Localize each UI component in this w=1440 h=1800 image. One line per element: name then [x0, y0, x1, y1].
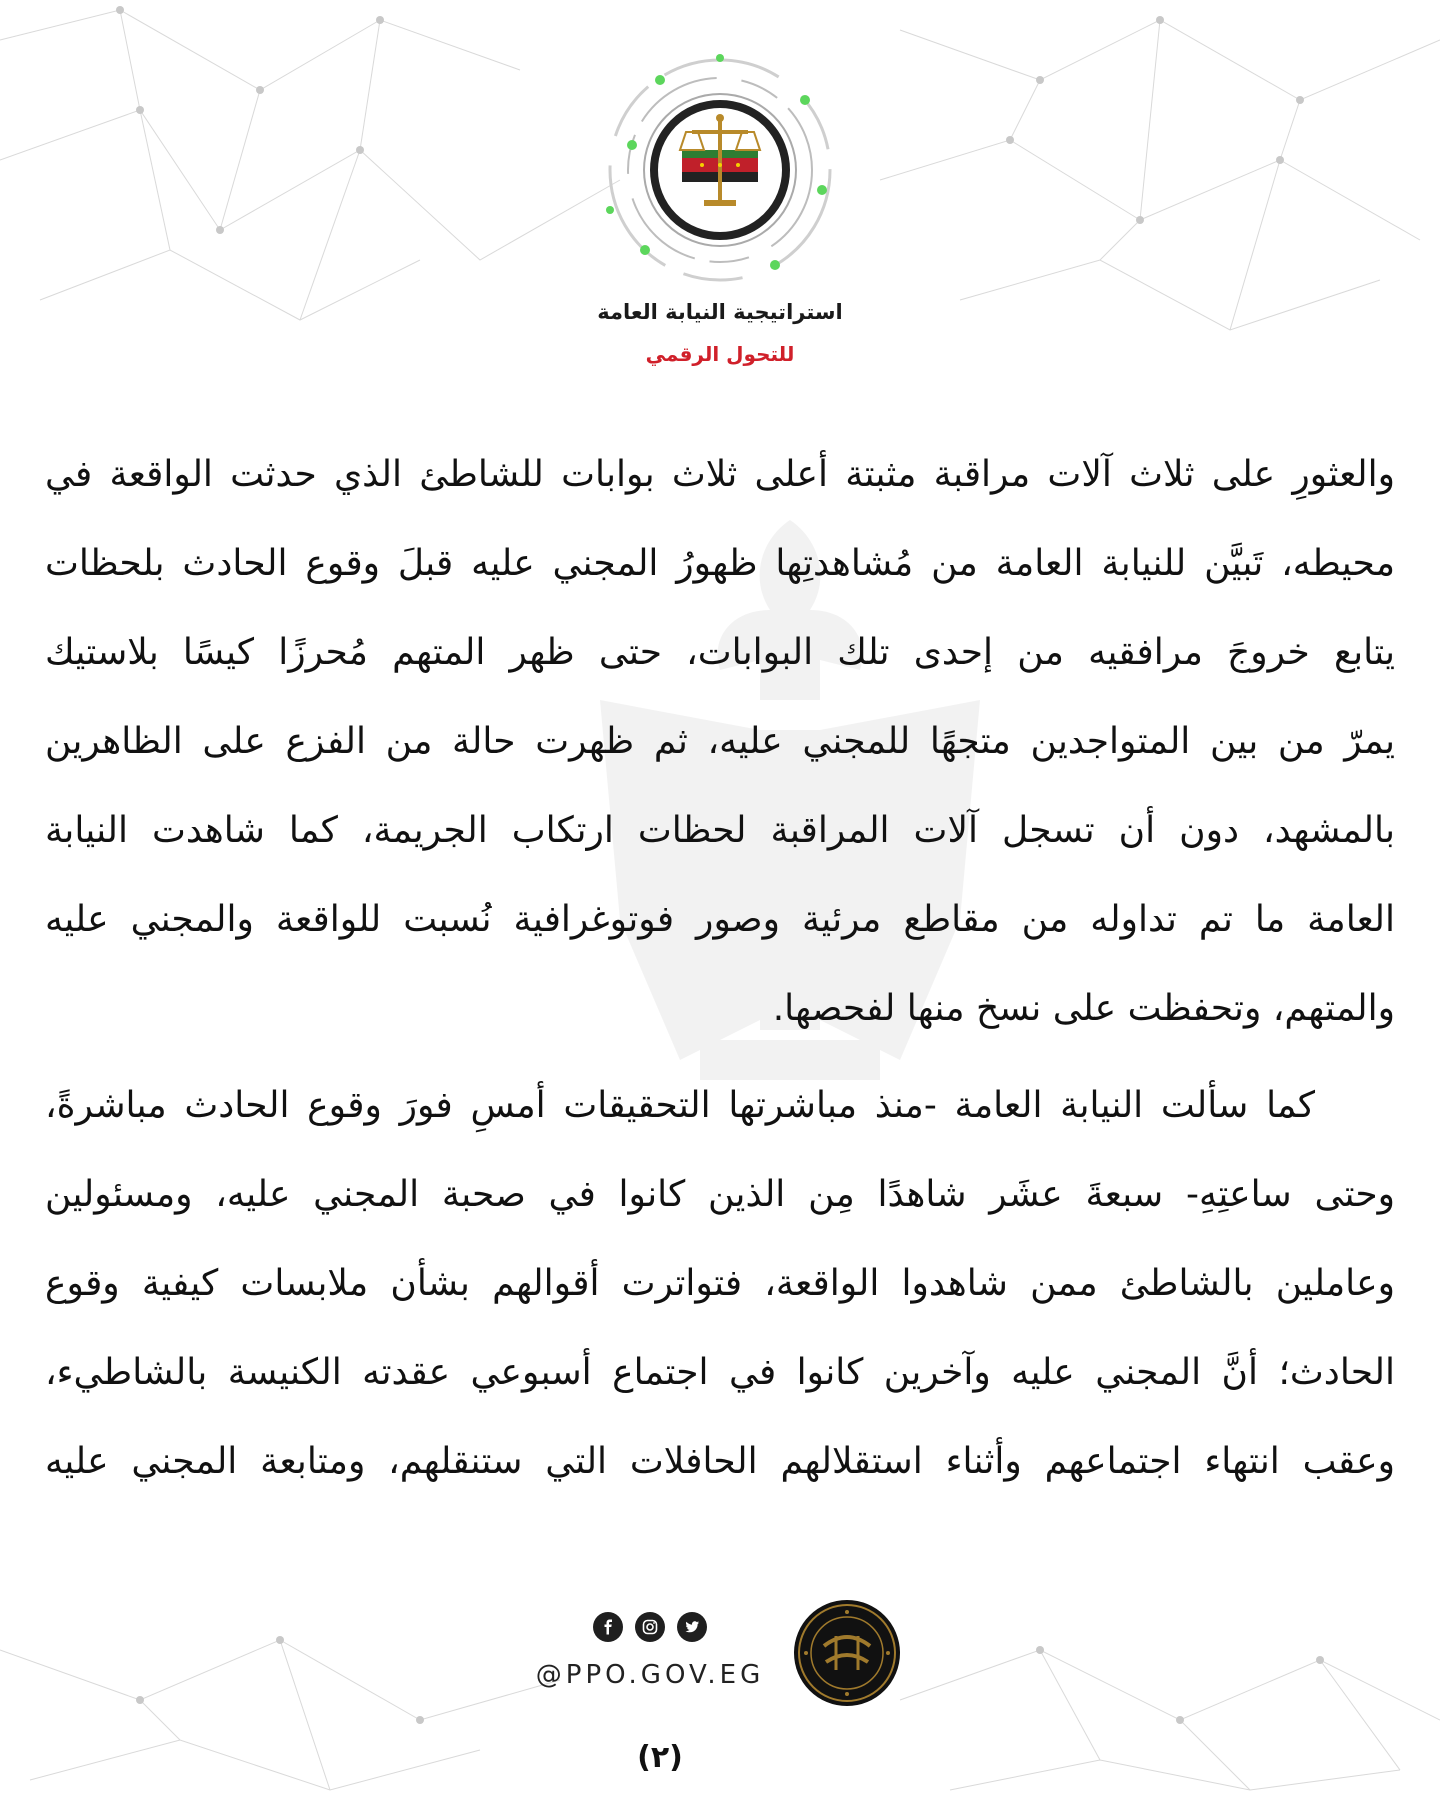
text-line: بالمشهد، دون أن تسجل آلات المراقبة لحظات ارتكاب الجريمة، كما شاهدت النيابة — [45, 810, 1395, 851]
text-line: وعاملين بالشاطئ ممن شاهدوا الواقعة، فتواترت أقوالهم بشأن ملابسات كيفية وقوع — [45, 1263, 1395, 1304]
strategy-title: استراتيجية النيابة العامة — [597, 300, 843, 324]
paragraph-2 — [45, 1061, 1395, 1506]
text-line: والعثورِ على ثلاث آلات مراقبة مثبتة أعلى ثلاث بوابات للشاطئ الذي حدثت الواقعة في — [45, 454, 1395, 495]
paragraph-1 — [45, 430, 1395, 1053]
instagram-icon[interactable] — [635, 1612, 665, 1642]
text-line: العامة ما تم تداوله من مقاطع مرئية وصور فوتوغرافية نُسبت للواقعة والمجني عليه — [45, 899, 1395, 940]
social-icons — [580, 1612, 720, 1648]
text-line: كما سألت النيابة العامة -منذ مباشرتها التحقيقات أمسِ فورَ وقوع الحادث مباشرةً، — [45, 1085, 1315, 1126]
twitter-icon[interactable] — [677, 1612, 707, 1642]
statement-body — [45, 430, 1395, 1506]
text-line: الحادث؛ أنَّ المجني عليه وآخرين كانوا في اجتماع أسبوعي عقدته الكنيسة بالشاطيء، — [45, 1352, 1395, 1393]
facebook-icon[interactable] — [593, 1612, 623, 1642]
page-number: (٢) — [637, 1740, 683, 1775]
text-line: يتابع خروجَ مرافقيه من إحدى تلك البوابات، حتى ظهر المتهم مُحرزًا كيسًا بلاستيك — [45, 632, 1395, 673]
text-line: وحتى ساعتِهِ- سبعةَ عشَر شاهدًا مِن الذين كانوا في صحبة المجني عليه، ومسئولين — [45, 1174, 1395, 1215]
text-line: يمرّ من بين المتواجدين متجهًا للمجني عليه، ثم ظهرت حالة من الفزع على الظاهرين — [45, 721, 1395, 762]
website-handle[interactable]: @PPO.GOV.EG — [535, 1660, 765, 1690]
digital-strategy-logo — [600, 50, 840, 290]
public-prosecution-seal-icon — [792, 1598, 902, 1708]
text-line: وعقب انتهاء اجتماعهم وأثناء استقلالهم الحافلات التي ستنقلهم، ومتابعة المجني عليه — [45, 1441, 1395, 1482]
text-line: والمتهم، وتحفظت على نسخ منها لفحصها. — [772, 988, 1395, 1029]
text-line: محيطه، تَبيَّن للنيابة العامة من مُشاهدتِها ظهورُ المجني عليه قبلَ وقوع الحادث بلحظات — [45, 543, 1395, 584]
strategy-subtitle: للتحول الرقمي — [645, 342, 795, 366]
